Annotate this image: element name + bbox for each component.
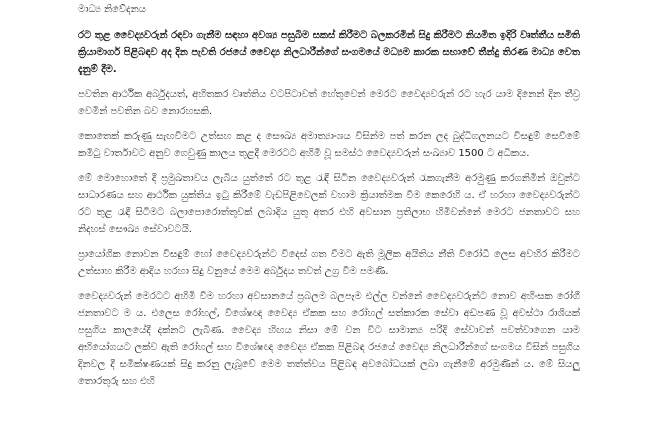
paragraph-6: වෛද්‍යවරුන් මෙරටට අහිමි වීම හරහා අවසානයේ ප්‍රබලම බලපෑම එල්ල වන්නේ වෛද්‍යවරුන්ට නොව අහිංසක රෝගී ජනතාවට ම ය. එලෙස රෝහල්, විශේෂඥ වෛද්‍ය ඒකක සහ රෝහල් සත්කාරක සේවා අඩපණ වූ අවස්ථා රාශියක් පසුගිය කාලයේදී දක්නට ලැබිණ. වෛද්‍ය හිඟය නිසා මේ වන විට සාමාන්‍ය පරිදි සේවාවන් පවත්වාගෙන යාම අභියෝගයට ලක්ව ඇති රෝහල් සහ විශේෂඥ වෛද්‍ය ඒකක පිළිබඳ රජයේ වෛද්‍ය නිලධාරීන්ගේ සංගමය විසින් පසුගිය දිනවල දී සමීක්ෂණයක් සිදු කරනු ලැබූවේ මෙම තත්ත්වය පිළිබඳ අවබෝධයක් ලබා ගැනීමේ අරමුණින් ය. මේ සියලු තොරතුරු සහ එහි (78, 291, 580, 387)
paragraph-intro: රට තුළ වෛද්‍යවරුන් රඳවා ගැනීම සඳහා අවශ්‍ය පසුබිම සකස් කිරීමට බලකරමින් සිදු කිරීමට නියමිත ඉදිරි වෘත්තීය සමිති ක්‍රියාමාර්ග පිළිබඳව අද දින පැවති රජයේ වෛද්‍ය නිලධාරීන්ගේ සංගමයේ මධ්‍යම කාරක සභාවේ තීන්දු තිරණ මාධ්‍ය වෙත දැනුම් දීම. (78, 30, 580, 75)
press-release-page (78, 3, 580, 425)
paragraph-4: මේ මොහොතේ දී ප්‍රමුඛතාවය ලැබිය යුත්තේ රට තුළ රැඳී සිටින වෛද්‍යවරුන් රැකගැනීම අරමුණු කරගනිමින් ඔවුන්ට සාධාරණය සහ ආර්ථික යුක්තිය ඉටු කිරීමේ වැඩපිළිවෙලක් වහාම ක්‍රියාත්මක වීම කෙරෙහි ය. ඒ හරහා වෛද්‍යවරුන්ට රට තුළ රැඳී සිටීමට බලාපොරොත්තුවක් ලබාදිය යුතු අතර එහි අවසාන ප්‍රතිලාභ හිමිවන්නේ මෙරට ජනතාවට සහ නිදහස් සෞඛ්‍ය සේවාවටයි. (78, 173, 580, 235)
paragraph-3: කොතෙක් කරුණු සැඟවීමට උත්සහ කළ ද සෞඛ්‍ය අමාත්‍යාංශය විසින්ම පත් කරන ලද බුද්ධිගලනයට විසඳුම් සෙවීමේ කමිටු වාර්තාවට අනුව ගෙවුණු කාලය තුළදී මෙරටට අහිමි වූ සමස්ථ වෛද්‍යවරුන් සංඛ්‍යාව 1500 ට අධිකය. (78, 131, 580, 159)
paragraph-5: ප්‍රායෝගික නොවන විසඳුම් හෝ වෛද්‍යවරුන්ට විදෙස් ගත වීමට ඇති මූලික අයිතිය නීති විරෝධී ලෙස අවහිර කිරීමට උත්සාහ කිරීම ආදිය හරහා සිදු වනුයේ මෙම අර්බුදය තවත් උග්‍ර වීම පමණි. (78, 249, 580, 277)
paragraph-2: පවතින ආර්ථික අර්බුදයත්, අහිතකර වෘත්තිය වටපිටාවත් හේතුවෙන් මෙරට වෛද්‍යවරුන් රට හැර යාම දිනෙන් දින තීව්‍ර වෙමින් පවතින බව නොරහසකි. (78, 89, 580, 117)
document-heading: මාධ්‍ය නිවේදනය (78, 4, 146, 15)
